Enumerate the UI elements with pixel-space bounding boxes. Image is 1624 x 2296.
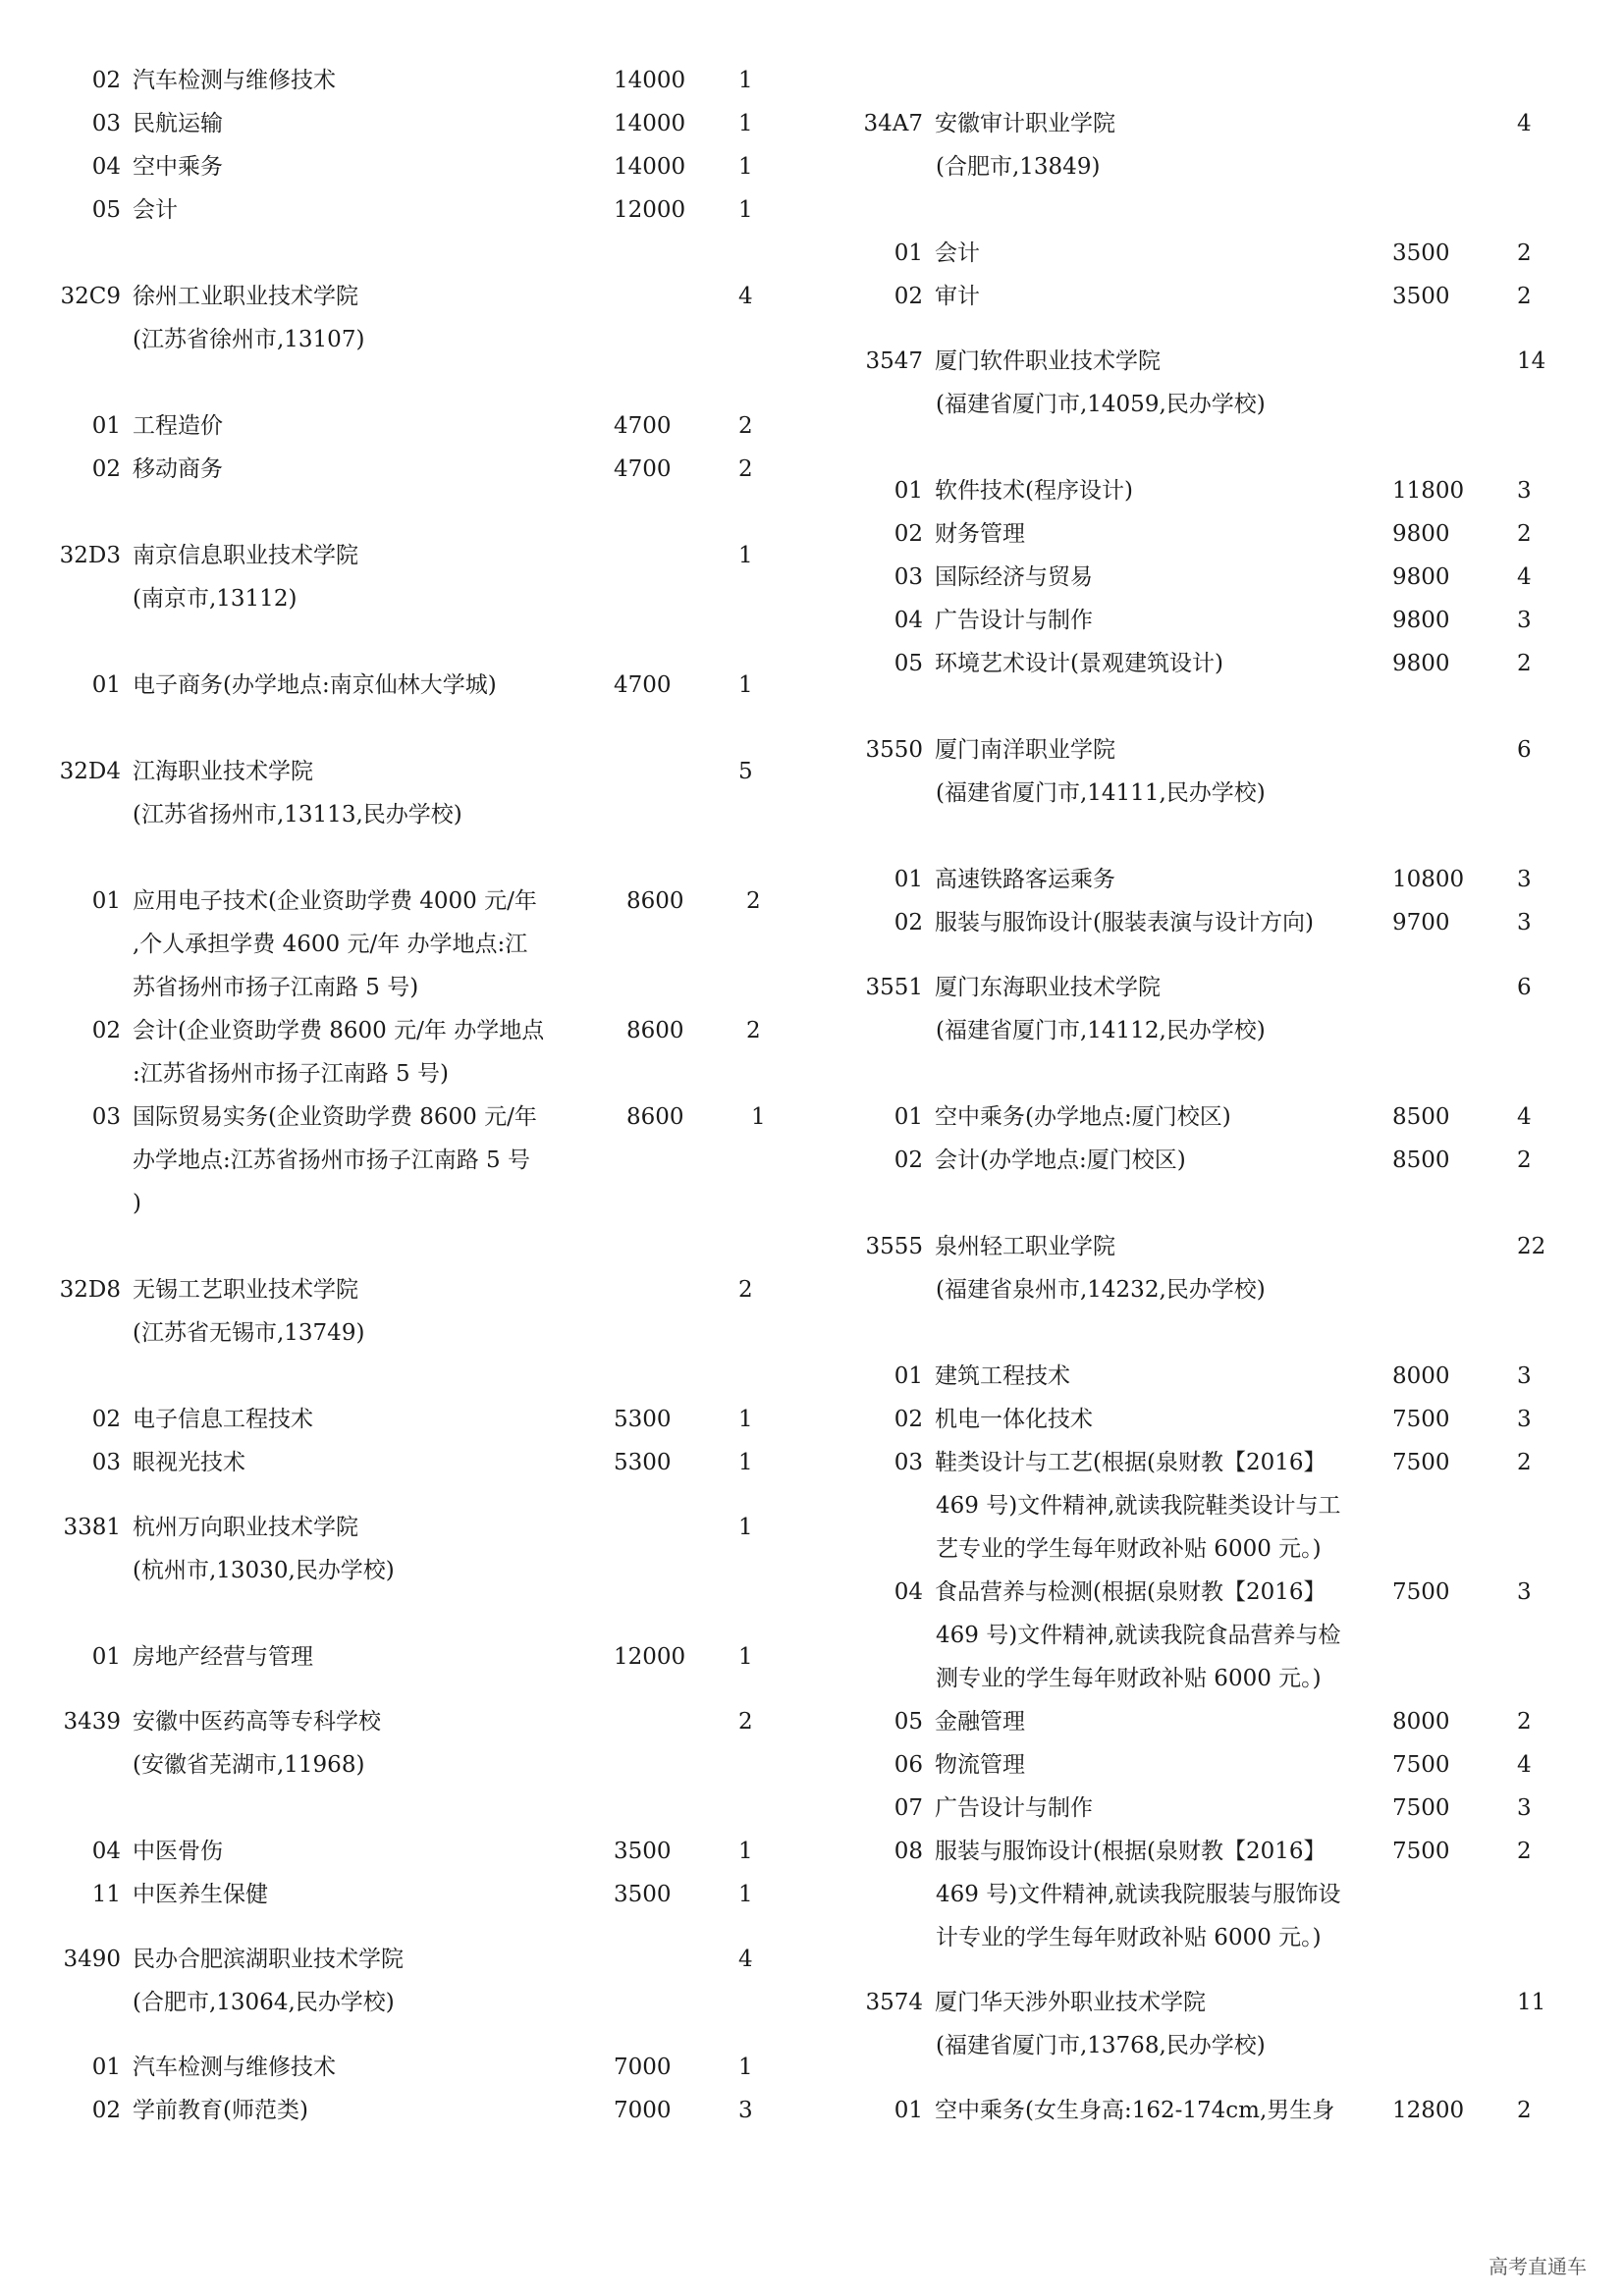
major-name-cont: ,个人承担学费 4600 元/年 办学地点:江 <box>133 932 528 957</box>
major-row <box>59 1830 815 1873</box>
school-name: 民办合肥滨湖职业技术学院 <box>133 1947 404 1972</box>
major-row <box>59 1441 815 1484</box>
major-fee: 4700 <box>614 672 672 698</box>
major-code: 01 <box>893 1104 923 1130</box>
school-name: 厦门软件职业技术学院 <box>935 348 1161 374</box>
major-code: 11 <box>91 1882 121 1907</box>
major-count: 2 <box>1517 651 1532 676</box>
major-count: 1 <box>738 1407 753 1432</box>
major-name-cont: 苏省扬州市扬子江南路 5 号) <box>133 975 419 1000</box>
major-count: 2 <box>738 413 753 439</box>
major-count: 2 <box>746 1018 761 1043</box>
major-fee: 7500 <box>1392 1839 1450 1864</box>
major-count: 2 <box>738 456 753 482</box>
major-row <box>835 901 1561 944</box>
school-count: 2 <box>738 1277 753 1303</box>
major-count: 2 <box>1517 240 1532 266</box>
school-header <box>835 1225 1561 1311</box>
school-count: 14 <box>1517 348 1546 374</box>
major-count: 2 <box>1517 1709 1532 1735</box>
school-count: 11 <box>1517 1990 1546 2015</box>
major-name: 应用电子技术(企业资助学费 4000 元/年 <box>133 888 537 914</box>
major-code: 03 <box>91 1104 121 1130</box>
school-code: 3555 <box>865 1234 923 1259</box>
major-fee: 12000 <box>614 197 686 223</box>
school-count: 6 <box>1517 975 1532 1000</box>
major-fee: 7500 <box>1392 1407 1450 1432</box>
school-code: 3439 <box>63 1709 121 1735</box>
major-row <box>835 2089 1561 2132</box>
major-fee: 9800 <box>1392 521 1450 547</box>
major-fee: 7500 <box>1392 1579 1450 1605</box>
major-count: 3 <box>1517 1795 1532 1821</box>
school-header <box>835 966 1561 1052</box>
school-info: (江苏省无锡市,13749) <box>133 1320 365 1346</box>
school-code: 32D4 <box>59 759 121 784</box>
major-name: 广告设计与制作 <box>935 1795 1093 1821</box>
major-fee: 3500 <box>614 1839 672 1864</box>
major-count: 1 <box>738 1839 753 1864</box>
major-row <box>835 469 1561 512</box>
major-code: 04 <box>893 608 923 633</box>
major-fee: 5300 <box>614 1450 672 1475</box>
major-code: 01 <box>91 2055 121 2080</box>
school-name: 江海职业技术学院 <box>133 759 313 784</box>
major-count: 4 <box>1517 1104 1532 1130</box>
school-code: 32C9 <box>60 284 121 309</box>
major-name: 会计 <box>133 197 178 223</box>
school-count: 1 <box>738 1515 753 1540</box>
major-name: 建筑工程技术 <box>935 1363 1070 1389</box>
major-code: 02 <box>91 1018 121 1043</box>
major-count: 1 <box>738 68 753 93</box>
major-row <box>835 232 1561 275</box>
major-count: 2 <box>1517 1450 1532 1475</box>
major-name: 服装与服饰设计(根据(泉财教【2016】 <box>935 1839 1326 1864</box>
major-name: 工程造价 <box>133 413 223 439</box>
major-count: 1 <box>738 1882 753 1907</box>
school-header <box>59 1506 815 1592</box>
major-fee: 5300 <box>614 1407 672 1432</box>
major-name: 空中乘务(办学地点:厦门校区) <box>935 1104 1231 1130</box>
school-header <box>59 534 815 620</box>
major-row <box>59 188 815 232</box>
watermark: 高考直通车 <box>1489 2255 1587 2278</box>
school-header <box>59 275 815 361</box>
major-code: 01 <box>893 1363 923 1389</box>
school-info: (南京市,13112) <box>133 586 298 612</box>
major-name-cont: 469 号)文件精神,就读我院服装与服饰设 <box>936 1882 1341 1907</box>
major-code: 06 <box>893 1752 923 1778</box>
major-name: 高速铁路客运乘务 <box>935 867 1115 892</box>
major-code: 02 <box>893 521 923 547</box>
major-name: 会计(企业资助学费 8600 元/年 办学地点 <box>133 1018 545 1043</box>
major-fee: 4700 <box>614 456 672 482</box>
school-code: 3381 <box>63 1515 121 1540</box>
major-count: 1 <box>751 1104 766 1130</box>
major-name: 汽车检测与维修技术 <box>133 2055 336 2080</box>
major-row <box>835 1700 1561 1743</box>
major-code: 01 <box>893 240 923 266</box>
major-fee: 7500 <box>1392 1795 1450 1821</box>
major-row <box>835 1787 1561 1830</box>
major-fee: 8500 <box>1392 1104 1450 1130</box>
school-info: (江苏省徐州市,13107) <box>133 327 365 352</box>
major-name: 空中乘务 <box>133 154 223 180</box>
major-fee: 12000 <box>614 1644 686 1670</box>
major-code: 01 <box>91 1644 121 1670</box>
school-count: 4 <box>738 1947 753 1972</box>
major-fee: 9800 <box>1392 564 1450 590</box>
major-row <box>835 1139 1561 1182</box>
school-count: 5 <box>738 759 753 784</box>
school-header <box>59 1700 815 1787</box>
major-row <box>59 1873 815 1916</box>
major-name: 学前教育(师范类) <box>133 2098 308 2123</box>
major-code: 02 <box>91 68 121 93</box>
major-name: 中医养生保健 <box>133 1882 268 1907</box>
major-fee: 14000 <box>614 154 686 180</box>
school-info: (江苏省扬州市,13113,民办学校) <box>133 802 462 828</box>
major-fee: 9700 <box>1392 910 1450 935</box>
school-header <box>835 1981 1561 2067</box>
major-name: 环境艺术设计(景观建筑设计) <box>935 651 1223 676</box>
school-code: 34A7 <box>863 111 923 136</box>
major-count: 4 <box>1517 564 1532 590</box>
major-code: 04 <box>893 1579 923 1605</box>
major-fee: 9800 <box>1392 651 1450 676</box>
left-column <box>59 59 815 2132</box>
major-fee: 7500 <box>1392 1752 1450 1778</box>
major-code: 01 <box>893 2098 923 2123</box>
school-info: (杭州市,13030,民办学校) <box>133 1558 395 1583</box>
major-row <box>59 880 815 1009</box>
school-info: (福建省厦门市,14059,民办学校) <box>936 392 1266 417</box>
major-name: 软件技术(程序设计) <box>935 478 1133 504</box>
major-row <box>835 1830 1561 1959</box>
major-count: 3 <box>1517 1407 1532 1432</box>
school-code: 3547 <box>865 348 923 374</box>
major-code: 02 <box>91 456 121 482</box>
school-info: (合肥市,13849) <box>936 154 1101 180</box>
major-count: 3 <box>1517 1363 1532 1389</box>
major-name-cont: ) <box>133 1191 141 1216</box>
school-name: 厦门华天涉外职业技术学院 <box>935 1990 1206 2015</box>
school-name: 厦门东海职业技术学院 <box>935 975 1161 1000</box>
major-count: 2 <box>1517 1148 1532 1173</box>
major-count: 1 <box>738 1644 753 1670</box>
major-name-cont: :江苏省扬州市扬子江南路 5 号) <box>133 1061 449 1087</box>
major-name-cont: 计专业的学生每年财政补贴 6000 元。) <box>936 1925 1322 1950</box>
major-row <box>835 1743 1561 1787</box>
major-fee: 8500 <box>1392 1148 1450 1173</box>
major-count: 1 <box>738 111 753 136</box>
major-code: 02 <box>91 2098 121 2123</box>
major-name: 民航运输 <box>133 111 223 136</box>
major-count: 1 <box>738 1450 753 1475</box>
major-fee: 3500 <box>1392 284 1450 309</box>
major-code: 04 <box>91 154 121 180</box>
major-fee: 14000 <box>614 68 686 93</box>
major-count: 3 <box>1517 608 1532 633</box>
major-name-cont: 艺专业的学生每年财政补贴 6000 元。) <box>936 1536 1322 1562</box>
major-name: 物流管理 <box>935 1752 1025 1778</box>
major-count: 2 <box>746 888 761 914</box>
major-code: 02 <box>893 910 923 935</box>
major-code: 01 <box>91 888 121 914</box>
major-name-cont: 469 号)文件精神,就读我院食品营养与检 <box>936 1623 1341 1648</box>
school-count: 1 <box>738 543 753 568</box>
major-count: 2 <box>1517 1839 1532 1864</box>
school-count: 4 <box>1517 111 1532 136</box>
major-name: 食品营养与检测(根据(泉财教【2016】 <box>935 1579 1326 1605</box>
major-code: 02 <box>893 1148 923 1173</box>
major-code: 01 <box>893 867 923 892</box>
major-row <box>835 512 1561 556</box>
major-code: 01 <box>91 672 121 698</box>
school-name: 泉州轻工职业学院 <box>935 1234 1115 1259</box>
school-count: 22 <box>1517 1234 1546 1259</box>
school-info: (合肥市,13064,民办学校) <box>133 1990 395 2015</box>
major-name: 金融管理 <box>935 1709 1025 1735</box>
major-code: 05 <box>91 197 121 223</box>
major-row <box>59 59 815 102</box>
major-name: 财务管理 <box>935 521 1025 547</box>
school-count: 4 <box>738 284 753 309</box>
major-count: 1 <box>738 197 753 223</box>
school-code: 32D8 <box>59 1277 121 1303</box>
major-row <box>835 1441 1561 1571</box>
major-row <box>835 1355 1561 1398</box>
school-header <box>835 728 1561 815</box>
school-name: 厦门南洋职业学院 <box>935 737 1115 763</box>
major-row <box>59 2046 815 2089</box>
major-count: 2 <box>1517 521 1532 547</box>
major-code: 05 <box>893 1709 923 1735</box>
major-fee: 7500 <box>1392 1450 1450 1475</box>
major-row <box>59 448 815 491</box>
school-code: 3574 <box>865 1990 923 2015</box>
major-count: 3 <box>738 2098 753 2123</box>
major-fee: 7000 <box>614 2055 672 2080</box>
major-row <box>59 102 815 145</box>
major-fee: 8000 <box>1392 1363 1450 1389</box>
major-name: 广告设计与制作 <box>935 608 1093 633</box>
major-name-cont: 办学地点:江苏省扬州市扬子江南路 5 号 <box>133 1148 531 1173</box>
major-name: 电子信息工程技术 <box>133 1407 313 1432</box>
major-count: 2 <box>1517 284 1532 309</box>
major-code: 01 <box>893 478 923 504</box>
school-name: 徐州工业职业技术学院 <box>133 284 358 309</box>
major-row <box>59 1398 815 1441</box>
major-name: 汽车检测与维修技术 <box>133 68 336 93</box>
school-header <box>835 340 1561 426</box>
major-row <box>59 1009 815 1095</box>
major-fee: 3500 <box>1392 240 1450 266</box>
school-header <box>835 102 1561 188</box>
major-name: 会计 <box>935 240 980 266</box>
major-count: 1 <box>738 672 753 698</box>
major-code: 04 <box>91 1839 121 1864</box>
major-fee: 3500 <box>614 1882 672 1907</box>
major-name: 房地产经营与管理 <box>133 1644 313 1670</box>
right-column <box>835 59 1561 2132</box>
school-code: 3490 <box>63 1947 121 1972</box>
major-name: 机电一体化技术 <box>935 1407 1093 1432</box>
major-count: 4 <box>1517 1752 1532 1778</box>
major-name: 移动商务 <box>133 456 223 482</box>
major-count: 3 <box>1517 867 1532 892</box>
major-code: 03 <box>893 1450 923 1475</box>
major-code: 05 <box>893 651 923 676</box>
major-code: 02 <box>893 1407 923 1432</box>
major-fee: 4700 <box>614 413 672 439</box>
major-row <box>59 2089 815 2132</box>
school-header <box>59 1938 815 2024</box>
major-fee: 8600 <box>626 888 684 914</box>
major-name: 服装与服饰设计(服装表演与设计方向) <box>935 910 1314 935</box>
major-name: 鞋类设计与工艺(根据(泉财教【2016】 <box>935 1450 1326 1475</box>
major-fee: 12800 <box>1392 2098 1465 2123</box>
major-count: 3 <box>1517 1579 1532 1605</box>
school-name: 南京信息职业技术学院 <box>133 543 358 568</box>
school-name: 安徽中医药高等专科学校 <box>133 1709 381 1735</box>
school-info: (福建省泉州市,14232,民办学校) <box>936 1277 1266 1303</box>
major-code: 07 <box>893 1795 923 1821</box>
major-row <box>835 858 1561 901</box>
school-name: 安徽审计职业学院 <box>935 111 1115 136</box>
major-code: 03 <box>893 564 923 590</box>
major-name: 空中乘务(女生身高:162-174cm,男生身 <box>935 2098 1335 2123</box>
school-info: (福建省厦门市,13768,民办学校) <box>936 2033 1266 2058</box>
major-code: 08 <box>893 1839 923 1864</box>
major-count: 3 <box>1517 478 1532 504</box>
major-row <box>835 642 1561 685</box>
school-code: 3550 <box>865 737 923 763</box>
major-row <box>835 556 1561 599</box>
major-fee: 9800 <box>1392 608 1450 633</box>
major-row <box>59 664 815 707</box>
major-name: 国际贸易实务(企业资助学费 8600 元/年 <box>133 1104 537 1130</box>
major-row <box>59 1095 815 1225</box>
major-code: 03 <box>91 1450 121 1475</box>
major-count: 2 <box>1517 2098 1532 2123</box>
school-count: 2 <box>738 1709 753 1735</box>
major-fee: 14000 <box>614 111 686 136</box>
major-row <box>835 599 1561 642</box>
major-name: 会计(办学地点:厦门校区) <box>935 1148 1186 1173</box>
major-code: 01 <box>91 413 121 439</box>
school-name: 杭州万向职业技术学院 <box>133 1515 358 1540</box>
major-code: 03 <box>91 111 121 136</box>
major-count: 1 <box>738 2055 753 2080</box>
major-fee: 11800 <box>1392 478 1465 504</box>
school-name: 无锡工艺职业技术学院 <box>133 1277 358 1303</box>
major-name: 国际经济与贸易 <box>935 564 1093 590</box>
major-fee: 7000 <box>614 2098 672 2123</box>
school-info: (安徽省芜湖市,11968) <box>133 1752 365 1778</box>
school-info: (福建省厦门市,14111,民办学校) <box>936 780 1266 806</box>
major-name: 眼视光技术 <box>133 1450 245 1475</box>
major-name-cont: 469 号)文件精神,就读我院鞋类设计与工 <box>936 1493 1341 1519</box>
school-code: 3551 <box>865 975 923 1000</box>
major-count: 3 <box>1517 910 1532 935</box>
school-count: 6 <box>1517 737 1532 763</box>
major-row <box>835 275 1561 318</box>
school-header <box>59 750 815 836</box>
school-header <box>59 1268 815 1355</box>
major-name: 中医骨伤 <box>133 1839 223 1864</box>
major-row <box>835 1398 1561 1441</box>
major-row <box>59 404 815 448</box>
major-fee: 8600 <box>626 1018 684 1043</box>
major-count: 1 <box>738 154 753 180</box>
major-name-cont: 测专业的学生每年财政补贴 6000 元。) <box>936 1666 1322 1691</box>
major-row <box>59 1635 815 1679</box>
major-row <box>835 1571 1561 1700</box>
major-code: 02 <box>91 1407 121 1432</box>
major-fee: 10800 <box>1392 867 1465 892</box>
major-row <box>59 145 815 188</box>
school-code: 32D3 <box>59 543 121 568</box>
major-row <box>835 1095 1561 1139</box>
school-info: (福建省厦门市,14112,民办学校) <box>936 1018 1266 1043</box>
major-name: 审计 <box>935 284 980 309</box>
major-fee: 8000 <box>1392 1709 1450 1735</box>
major-code: 02 <box>893 284 923 309</box>
major-name: 电子商务(办学地点:南京仙林大学城) <box>133 672 497 698</box>
major-fee: 8600 <box>626 1104 684 1130</box>
